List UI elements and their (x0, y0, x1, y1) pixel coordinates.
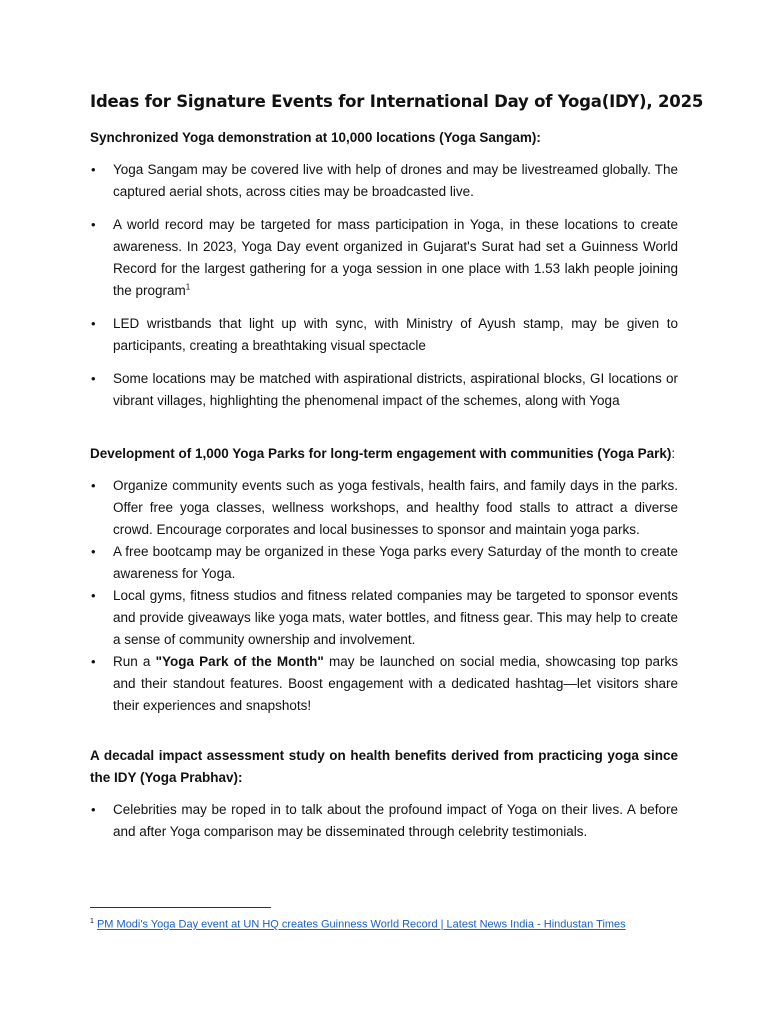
yoga-park-list (90, 475, 678, 717)
section-heading-yoga-prabhav: A decadal impact assessment study on health benefits derived from practicing yoga since the IDY (Yoga Prabhav): (90, 748, 678, 785)
footnote-marker: 1 (90, 918, 94, 925)
list-item: • A free bootcamp may be organized in these Yoga parks every Saturday of the month to create awareness for Yoga. (90, 541, 678, 585)
yoga-prabhav-list (90, 799, 678, 843)
footnote-link[interactable]: PM Modi's Yoga Day event at UN HQ creates Guinness World Record | Latest News India - Hindustan Times (96, 918, 626, 931)
list-item: • Run a "Yoga Park of the Month" may be launched on social media, showcasing top parks and their standout features. Boost engagement with a dedicated hashtag—let visitors share their experiences and snapshots! (90, 651, 678, 717)
list-item: • LED wristbands that light up with sync, with Ministry of Ayush stamp, may be given to participants, creating a breathtaking visual spectacle (90, 313, 678, 357)
yoga-park-of-the-month: "Yoga Park of the Month" (155, 654, 324, 669)
bullet-icon: • (91, 802, 96, 817)
document-title: Ideas for Signature Events for International Day of Yoga(IDY), 2025 (90, 92, 704, 111)
document-page (90, 92, 704, 843)
bullet-icon: • (91, 162, 96, 177)
section-heading-yoga-sangam: Synchronized Yoga demonstration at 10,000 locations (Yoga Sangam): (90, 130, 541, 145)
bullet-icon: • (91, 371, 96, 386)
bullet-icon: • (91, 478, 96, 493)
list-item: • Some locations may be matched with aspirational districts, aspirational blocks, GI locations or vibrant villages, highlighting the phenomenal impact of the schemes, along with Yoga (90, 368, 678, 412)
bullet-icon: • (91, 544, 96, 559)
list-item: • Yoga Sangam may be covered live with help of drones and may be livestreamed globally. The captured aerial shots, across cities may be broadcasted live. (90, 159, 678, 203)
list-item: • Local gyms, fitness studios and fitness related companies may be targeted to sponsor events and provide giveaways like yoga mats, water bottles, and fitness gear. This may help to create a sense of community ownership and involvement. (90, 585, 678, 651)
section-heading-yoga-park: Development of 1,000 Yoga Parks for long-term engagement with communities (Yoga Park): (90, 446, 676, 461)
yoga-sangam-list (90, 159, 678, 412)
bullet-icon: • (91, 654, 96, 669)
list-item: • Celebrities may be roped in to talk about the profound impact of Yoga on their lives. A before and after Yoga comparison may be disseminated through celebrity testimonials. (90, 799, 678, 843)
bullet-icon: • (91, 217, 96, 232)
list-item: • A world record may be targeted for mass participation in Yoga, in these locations to create awareness. In 2023, Yoga Day event organized in Gujarat's Surat had set a Guinness World Record for the largest gathering for a yoga session in one place with 1.53 lakh people joining the program$^1$ (90, 214, 678, 302)
footnote (90, 915, 626, 932)
footnote-separator (90, 907, 271, 908)
list-item: • Organize community events such as yoga festivals, health fairs, and family days in the parks. Offer free yoga classes, wellness workshops, and healthy food stalls to attract a diverse crowd. Encourage corporates and local businesses to sponsor and maintain yoga parks. (90, 475, 678, 541)
bullet-icon: • (91, 316, 96, 331)
bullet-icon: • (91, 588, 96, 603)
footnote-reference[interactable]: 1 (185, 282, 191, 292)
